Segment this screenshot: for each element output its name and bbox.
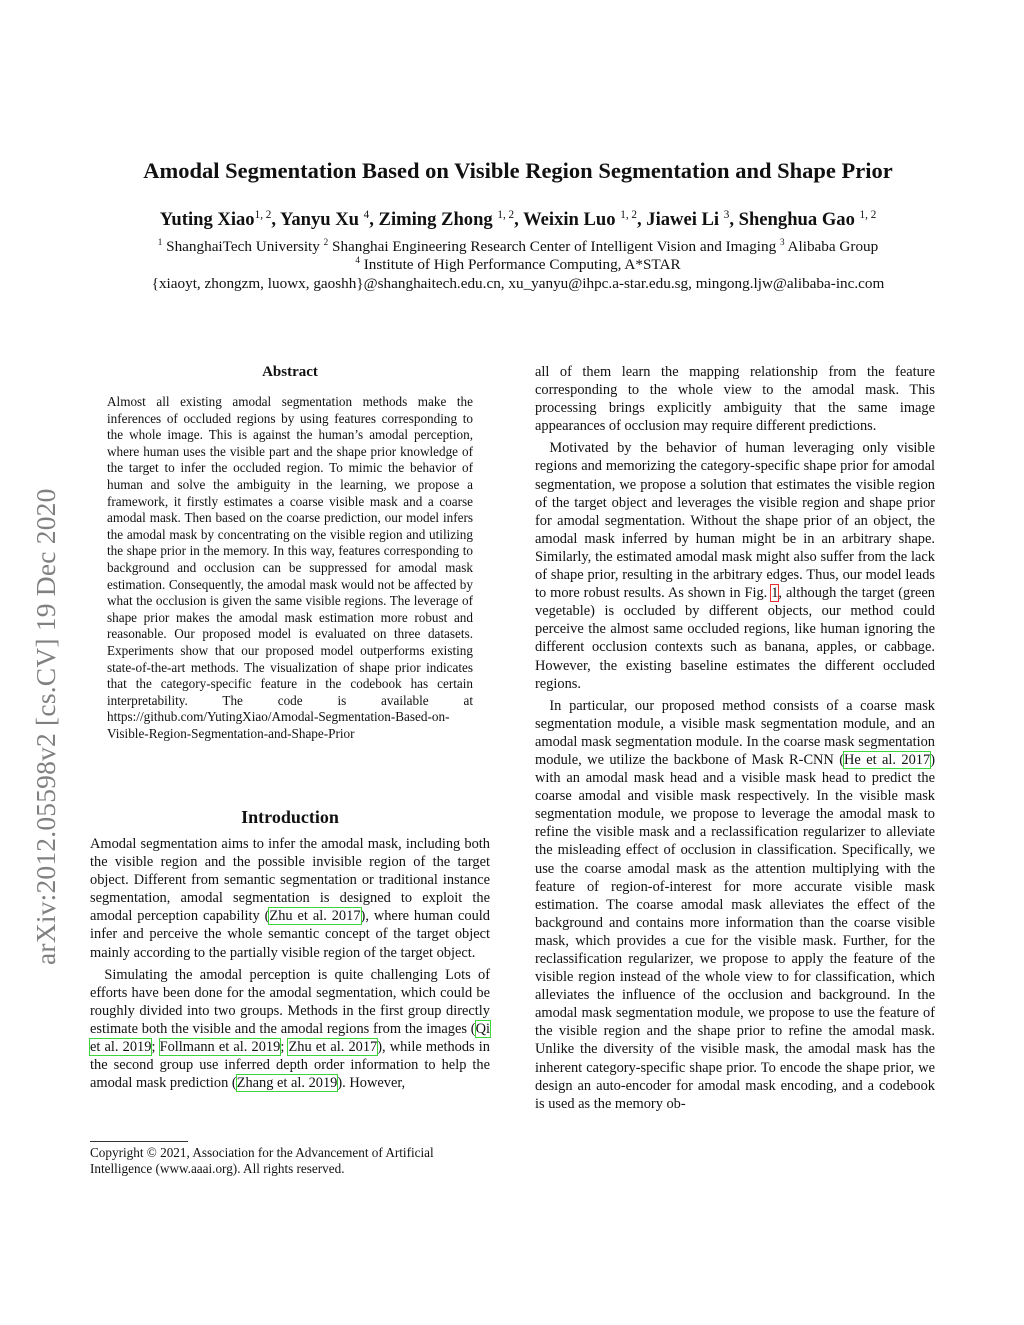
intro-paragraph-1 [90, 835, 490, 962]
copyright-footnote: Copyright © 2021, Association for the Advancement of Artificial Intelligence (www.aaai.org). All rights reserved. [90, 1145, 434, 1177]
paragraph-text: ), while methods in the second group use inferred depth order information to help the amodal mask prediction ( [90, 1039, 490, 1092]
abstract-text: Almost all existing amodal segmentation methods make the inferences of occluded regions by using features corresponding to the whole image. This is against the human’s amodal perception, where human uses the visible part and the shape prior knowledge of the target to infer the occluded region. To mimic the behavior of human and solve the ambiguity in the learning, we propose a framework, it firstly estimates a coarse visible mask and a coarse amodal mask. Then based on the coarse prediction, our model infers the amodal mask by concentrating on the visible region and utilizing the shape prior in the memory. In this way, features corresponding to background and occlusion can be suppressed for amodal mask estimation. Consequently, the amodal mask would not be affected by what the occlusion is given the same visible regions. The leverage of shape prior makes the amodal mask estimation more robust and reasonable. Our proposed model is evaluated on three datasets. Experiments show that our proposed model outperforms existing state-of-the-art methods. The visualization of shape prior indicates that the category-specific feature in the codebook has certain interpretability. The code is available at https://github.com/YutingXiao/Amodal-Segmentation-Based-on-Visible-Region-Segmentation-and-Shape-Prior [107, 394, 473, 741]
introduction-heading: Introduction [241, 807, 339, 827]
affiliation-alibaba: Alibaba Group [787, 238, 879, 255]
citation-link[interactable]: Zhu et al. 2017 [269, 908, 361, 925]
paragraph-text: Amodal segmentation aims to infer the amodal mask, including both the visible region and the possible invisible region of the target object. Different from semantic segmentation or traditional instance segmentation, amodal segmentation is designed to exploit the amodal perception capability ( [90, 836, 490, 925]
author-name: Yanyu Xu [279, 209, 360, 230]
arxiv-identifier: arXiv:2012.05598v2 [cs.CV] 19 Dec 2020 [30, 488, 61, 965]
right-column-body [535, 363, 935, 1117]
affiliation-engineering-center: Shanghai Engineering Research Center of Intelligent Vision and Imaging [332, 238, 777, 255]
paragraph-text: Simulating the amodal perception is quite challenging Lots of efforts have been done for the amodal segmentation, which could be roughly divided into two groups. Methods in the first group directly estimate both the visible and the amodal regions from the images ( [90, 966, 490, 1037]
citation-separator: ; [280, 1039, 289, 1056]
author-affiliation-mark: 1, 2 [859, 208, 877, 221]
right-paragraph-2 [535, 439, 935, 692]
author-affiliation-mark: 4 [363, 208, 370, 221]
right-paragraph-1: all of them learn the mapping relationship from the feature corresponding to the whole view to the amodal mask. This processing brings explicitly ambiguity that the same image appearances of occlusion may require different predictions. [535, 364, 935, 435]
affiliation-line-1 [60, 238, 976, 256]
author-separator: , [729, 209, 739, 230]
citation-link[interactable]: Zhu et al. 2017 [288, 1039, 378, 1056]
citation-link[interactable]: Follmann et al. 2019 [159, 1039, 281, 1056]
author-name: Ziming Zhong [378, 209, 493, 230]
paragraph-text: ). However, [337, 1075, 406, 1092]
author-name: Jiawei Li [646, 209, 720, 230]
affiliation-ihpc: Institute of High Performance Computing, A*STAR [363, 256, 681, 273]
author-name: Shenghua Gao [738, 209, 855, 230]
paragraph-text: ) with an amodal mask head and a visible mask head to predict the coarse amodal and visible mask respectively. In the visible mask segmentation module, we propose to leverage the amodal mask to refine the visible mask and a reclassification regularizer to alleviate the misleading effect of occlusion in classification. Specifically, we use the coarse amodal mask as the attention multiplying with the feature of region-of-interest for more accurate visible mask estimation. The coarse amodal mask alleviates the effect of the background and contains more information than the coarse visible mask, which provides a cue for the visible mask. Further, for the reclassification regularizer, we propose to apply the feature of the visible region instead of the whole view to for classification, which alleviates the influence of the occlusion and background. In the amodal mask segmentation module, we propose to use the feature of the visible region and the shape prior to refine the amodal mask. Unlike the diversity of the visible mask, the amodal mask has the inherent category-specific shape prior. To encode the shape prior, we design an auto-encoder for amodal mask encoding, and a codebook is used as the memory ob- [535, 751, 935, 1112]
author-name: Yuting Xiao [159, 209, 255, 230]
affiliation-mark: 2 [323, 236, 329, 247]
intro-paragraph-2 [90, 966, 490, 1093]
paper-title: Amodal Segmentation Based on Visible Region Segmentation and Shape Prior [143, 158, 893, 183]
footnote-rule [90, 1141, 188, 1142]
introduction-body [90, 835, 490, 1096]
author-affiliation-mark: 1, 2 [620, 208, 637, 221]
affiliation-mark: 1 [157, 236, 163, 247]
author-list [60, 209, 976, 231]
citation-separator: ; [151, 1039, 160, 1056]
affiliation-shanghaitech: ShanghaiTech University [166, 238, 320, 255]
author-separator: , [369, 209, 379, 230]
affiliation-mark: 3 [780, 236, 785, 247]
paragraph-text: In particular, our proposed method consists of a coarse mask segmentation module, a visible mask segmentation module, and an amodal mask segmentation module. In the coarse mask segmentation module, we utilize the backbone of Mask R-CNN ( [535, 697, 935, 768]
author-emails: {xiaoyt, zhongzm, luowx, gaoshh}@shanghaitech.edu.cn, xu_yanyu@ihpc.a-star.edu.sg, mingong.ljw@alibaba-inc.com [151, 275, 885, 292]
affiliation-mark: 4 [355, 254, 360, 265]
citation-link[interactable]: Qi et al. 2019 [90, 1020, 490, 1056]
right-paragraph-3 [535, 697, 935, 1113]
author-name: Weixin Luo [523, 209, 616, 230]
affiliation-line-2 [60, 256, 976, 274]
paragraph-text: , although the target (green vegetable) is occluded by different objects, our method could perceive the almost same occluded regions, like human ignoring the different occlusion contexts such as banana, apples, or cabbage. However, the existing baseline estimates the different occluded regions. [535, 585, 935, 692]
figure-reference-link[interactable]: 1 [771, 585, 779, 602]
author-affiliation-mark: 3 [723, 208, 730, 221]
author-separator: , [636, 209, 647, 230]
paragraph-text: ), where human could infer and perceive the whole semantic concept of the target object mainly according to the partially visible region of the target object. [90, 908, 490, 961]
author-separator: , [514, 209, 524, 230]
author-affiliation-mark: 1, 2 [497, 208, 515, 221]
paragraph-text: Motivated by the behavior of human leveraging only visible regions and memorizing the category-specific shape prior for amodal segmentation, we propose a solution that estimates the visible region of the target object and leverages the visible region and shape prior for amodal segmentation. Without the shape prior of an object, the amodal mask inferred by human might be in an arbitrary shape. Similarly, the estimated amodal mask might also suffer from the lack of shape prior, resulting in the arbitrary edges. Thus, our model leads to more robust results. As shown in Fig. [535, 440, 935, 602]
author-separator: , [271, 209, 280, 230]
author-affiliation-mark: 1, 2 [254, 208, 272, 221]
abstract-heading: Abstract [262, 364, 318, 380]
citation-link[interactable]: Zhang et al. 2019 [236, 1075, 338, 1092]
citation-link[interactable]: He et al. 2017 [844, 751, 931, 768]
